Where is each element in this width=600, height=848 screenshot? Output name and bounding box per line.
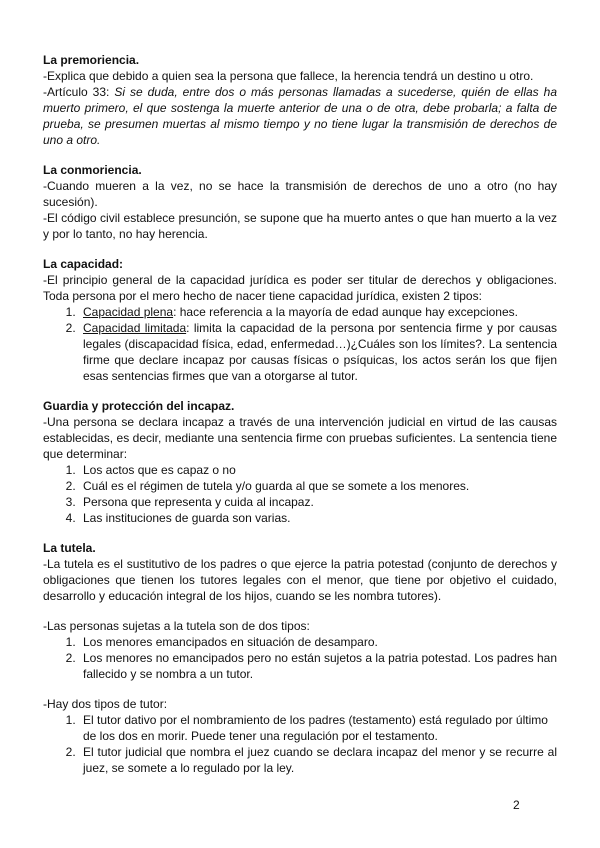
paragraph-articulo-33: [43, 84, 557, 148]
article-quote: Si se duda, entre dos o más personas llamadas a sucederse, quién de ellas ha muerto primero, el que sostenga la muerte anterior de una o de otra, debe probarla; a falta de prueba, se presumen muertas al mismo tiempo y no tiene lugar la transmisión de derechos de uno a otro.: [43, 85, 557, 147]
subject-types-list: [43, 634, 557, 682]
list-item: 4. Las instituciones de guarda son varias.: [79, 510, 557, 526]
sentence-determines-list: [43, 462, 557, 526]
paragraph: -El código civil establece presunción, se supone que ha muerto antes o que han muerto a la vez y por lo tanto, no hay herencia.: [43, 211, 557, 241]
list-item: 2. El tutor judicial que nombra el juez cuando se declara incapaz del menor y se recurre al juez, se somete a lo regulado por la ley.: [79, 744, 557, 776]
heading-capacidad: La capacidad:: [43, 257, 124, 271]
tutor-types-list: [43, 712, 557, 776]
paragraph: -La tutela es el sustitutivo de los padres o que ejerce la patria potestad (conjunto de derechos y obligaciones que tienen los tutores legales con el menor, que tiene por objetivo el cuidado, desarrollo y educación integral de los hijos, cuando se les nombra tutores).: [43, 557, 557, 603]
list-item: 2. Los menores no emancipados pero no están sujetos a la patria potestad. Los padres han fallecido y se nombra a un tutor.: [79, 650, 557, 682]
list-item: 3. Persona que representa y cuida al incapaz.: [79, 494, 557, 510]
article-label: -Artículo 33:: [43, 85, 115, 99]
paragraph: -El principio general de la capacidad jurídica es poder ser titular de derechos y obligaciones. Toda persona por el mero hecho de nacer tiene capacidad jurídica, existen 2 tipos:: [43, 273, 557, 303]
paragraph: -Cuando mueren a la vez, no se hace la transmisión de derechos de uno a otro (no hay sucesión).: [43, 179, 557, 209]
paragraph: -Una persona se declara incapaz a través de una intervención judicial en virtud de las causas establecidas, es decir, mediante una sentencia firme con pruebas suficientes. La sentencia tiene que determinar:: [43, 415, 557, 461]
term-label: Capacidad plena: [83, 305, 174, 319]
section-capacidad: [43, 256, 557, 384]
heading-conmoriencia: La conmoriencia.: [43, 163, 142, 177]
paragraph: -Las personas sujetas a la tutela son de dos tipos:: [43, 619, 310, 633]
list-item: [79, 304, 557, 320]
section-premoriencia: [43, 52, 557, 148]
list-item: 1. Los menores emancipados en situación de desamparo.: [79, 634, 557, 650]
document-page: [43, 52, 557, 790]
list-item: 2. Cuál es el régimen de tutela y/o guarda al que se somete a los menores.: [79, 478, 557, 494]
section-guardia: [43, 398, 557, 526]
term-label: Capacidad limitada: [83, 321, 187, 335]
page-number: 2: [513, 798, 520, 812]
paragraph: -Hay dos tipos de tutor:: [43, 697, 168, 711]
heading-guardia: Guardia y protección del incapaz.: [43, 399, 235, 413]
section-tutela: [43, 540, 557, 776]
term-text: : limita la capacidad de la persona por sentencia firme y por causas legales (discapacidad física, edad, enfermedad…)¿Cuáles son los límites?. La sentencia firme que declare incapaz por causas físicas o psíquicas, los actos serán los que fijen esas sentencias firmes que van a otorgarse al tutor.: [83, 321, 557, 383]
term-text: : hace referencia a la mayoría de edad aunque hay excepciones.: [173, 305, 518, 319]
section-conmoriencia: [43, 162, 557, 242]
heading-tutela: La tutela.: [43, 541, 96, 555]
list-item: 1. El tutor dativo por el nombramiento de los padres (testamento) está regulado por último de los dos en morir. Puede tener una regulación por el testamento.: [79, 712, 557, 744]
list-item: 1. Los actos que es capaz o no: [79, 462, 557, 478]
paragraph: -Explica que debido a quien sea la persona que fallece, la herencia tendrá un destino u otro.: [43, 69, 534, 83]
heading-premoriencia: La premoriencia.: [43, 53, 140, 67]
capacity-types-list: [43, 304, 557, 384]
list-item: [79, 320, 557, 384]
